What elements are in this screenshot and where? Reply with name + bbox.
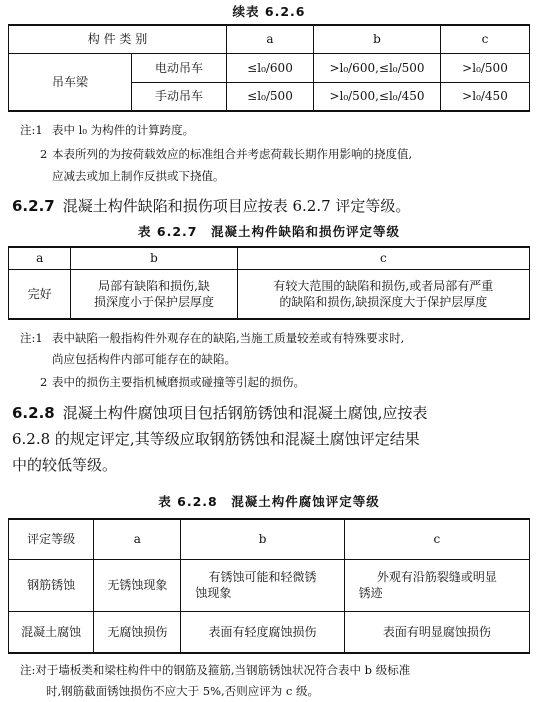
note-text: 表中的损伤主要指机械磨损或碰撞等引起的损伤。 (52, 375, 305, 389)
note-text: 尚应包括构件内部可能存在的缺陷。 (52, 352, 236, 366)
table-cell: ≤l₀/600 (227, 53, 314, 82)
clause-number: 6.2.7 (12, 197, 55, 215)
cell-line: 有锈蚀可能和轻微锈 (208, 570, 317, 584)
table-header-cell: 构 件 类 别 (9, 25, 227, 53)
table-header-cell: b (71, 247, 237, 269)
note-text: 注:对于墙板类和梁柱构件中的钢筋及箍筋,当钢筋锈蚀状况符合表中 b 级标准 (20, 663, 411, 677)
note-text: 本表所列的为按荷载效应的标准组合并考虑荷载长期作用影响的挠度值, (52, 147, 413, 161)
table-cell (344, 559, 529, 611)
table-group-cell: 吊车梁 (9, 53, 132, 111)
table-cell: >l₀/600,≤l₀/500 (314, 53, 441, 82)
table-cell: 电动吊车 (132, 53, 227, 82)
table-header-cell: c (344, 519, 529, 559)
table-cell: 混凝土腐蚀 (9, 611, 94, 653)
table-cell: ≤l₀/500 (227, 82, 314, 111)
note-prefix: 注:1 (20, 331, 43, 345)
note-number: 2 (40, 375, 48, 389)
cell-line: 损深度小于保护层厚度 (94, 294, 215, 309)
table-6-2-6 (8, 24, 530, 112)
table-cell: 表面有明显腐蚀损伤 (344, 611, 529, 653)
table-header-cell: b (314, 25, 441, 53)
table-6-2-7 (8, 246, 530, 320)
note-prefix: 注:1 (20, 123, 43, 137)
table-header-cell: a (9, 247, 71, 269)
note-text: 表中缺陷一般指构件外观存在的缺陷,当施工质量较差或有特殊要求时, (52, 331, 405, 345)
cell-line: 局部有缺陷和损伤,缺 (98, 278, 210, 293)
cell-line: 蚀现象 (195, 586, 232, 600)
table-header-cell: a (94, 519, 181, 559)
table-cell: 手动吊车 (132, 82, 227, 111)
clause-6-2-8 (12, 400, 532, 478)
table-cell: >l₀/500,≤l₀/450 (314, 82, 441, 111)
table-6-2-8 (8, 518, 530, 654)
cell-line: 的缺陷和损伤,缺损深度大于保护层厚度 (279, 294, 488, 309)
clause-number: 6.2.8 (12, 404, 55, 422)
cell-line: 外观有沿筋裂缝或明显 (376, 570, 497, 584)
clause-text: 6.2.8 的规定评定,其等级应取钢筋锈蚀和混凝土腐蚀评定结果 (12, 430, 420, 448)
table-header-cell: 评定等级 (9, 519, 94, 559)
clause-text: 混凝土构件腐蚀项目包括钢筋锈蚀和混凝土腐蚀,应按表 (62, 404, 428, 422)
table-6-2-8-caption: 表 6.2.8 混凝土构件腐蚀评定等级 (158, 494, 380, 509)
table-cell: 无锈蚀现象 (94, 559, 181, 611)
table-cell: >l₀/450 (441, 82, 530, 111)
clause-text: 混凝土构件缺陷和损伤项目应按表 6.2.7 评定等级。 (62, 197, 411, 215)
table-cell: 表面有轻度腐蚀损伤 (181, 611, 344, 653)
table-cell: >l₀/500 (441, 53, 530, 82)
table-cell: 无腐蚀损伤 (94, 611, 181, 653)
table-header-cell: a (227, 25, 314, 53)
table-cell: 钢筋锈蚀 (9, 559, 94, 611)
note-text: 时,钢筋截面锈蚀损伤不应大于 5%,否则应评为 c 级。 (46, 684, 319, 698)
note-number: 2 (40, 147, 48, 161)
table-header-cell: b (181, 519, 344, 559)
table-cell (181, 559, 344, 611)
note-text: 应减去或加上制作反拱或下挠值。 (52, 169, 225, 183)
clause-text: 中的较低等级。 (12, 456, 118, 474)
table-cell: 完好 (9, 269, 71, 319)
table-header-cell: c (237, 247, 529, 269)
table-6-2-7-caption: 表 6.2.7 混凝土构件缺陷和损伤评定等级 (138, 224, 400, 239)
cell-line: 锈迹 (358, 586, 383, 600)
table-cell (237, 269, 529, 319)
cell-line: 有较大范围的缺陷和损伤,或者局部有严重 (273, 278, 494, 293)
table-cell (71, 269, 237, 319)
clause-6-2-7 (12, 193, 532, 219)
note-text: 表中 l₀ 为构件的计算跨度。 (52, 123, 195, 137)
table-6-2-6-caption: 续表 6.2.6 (232, 4, 306, 19)
table-header-cell: c (441, 25, 530, 53)
